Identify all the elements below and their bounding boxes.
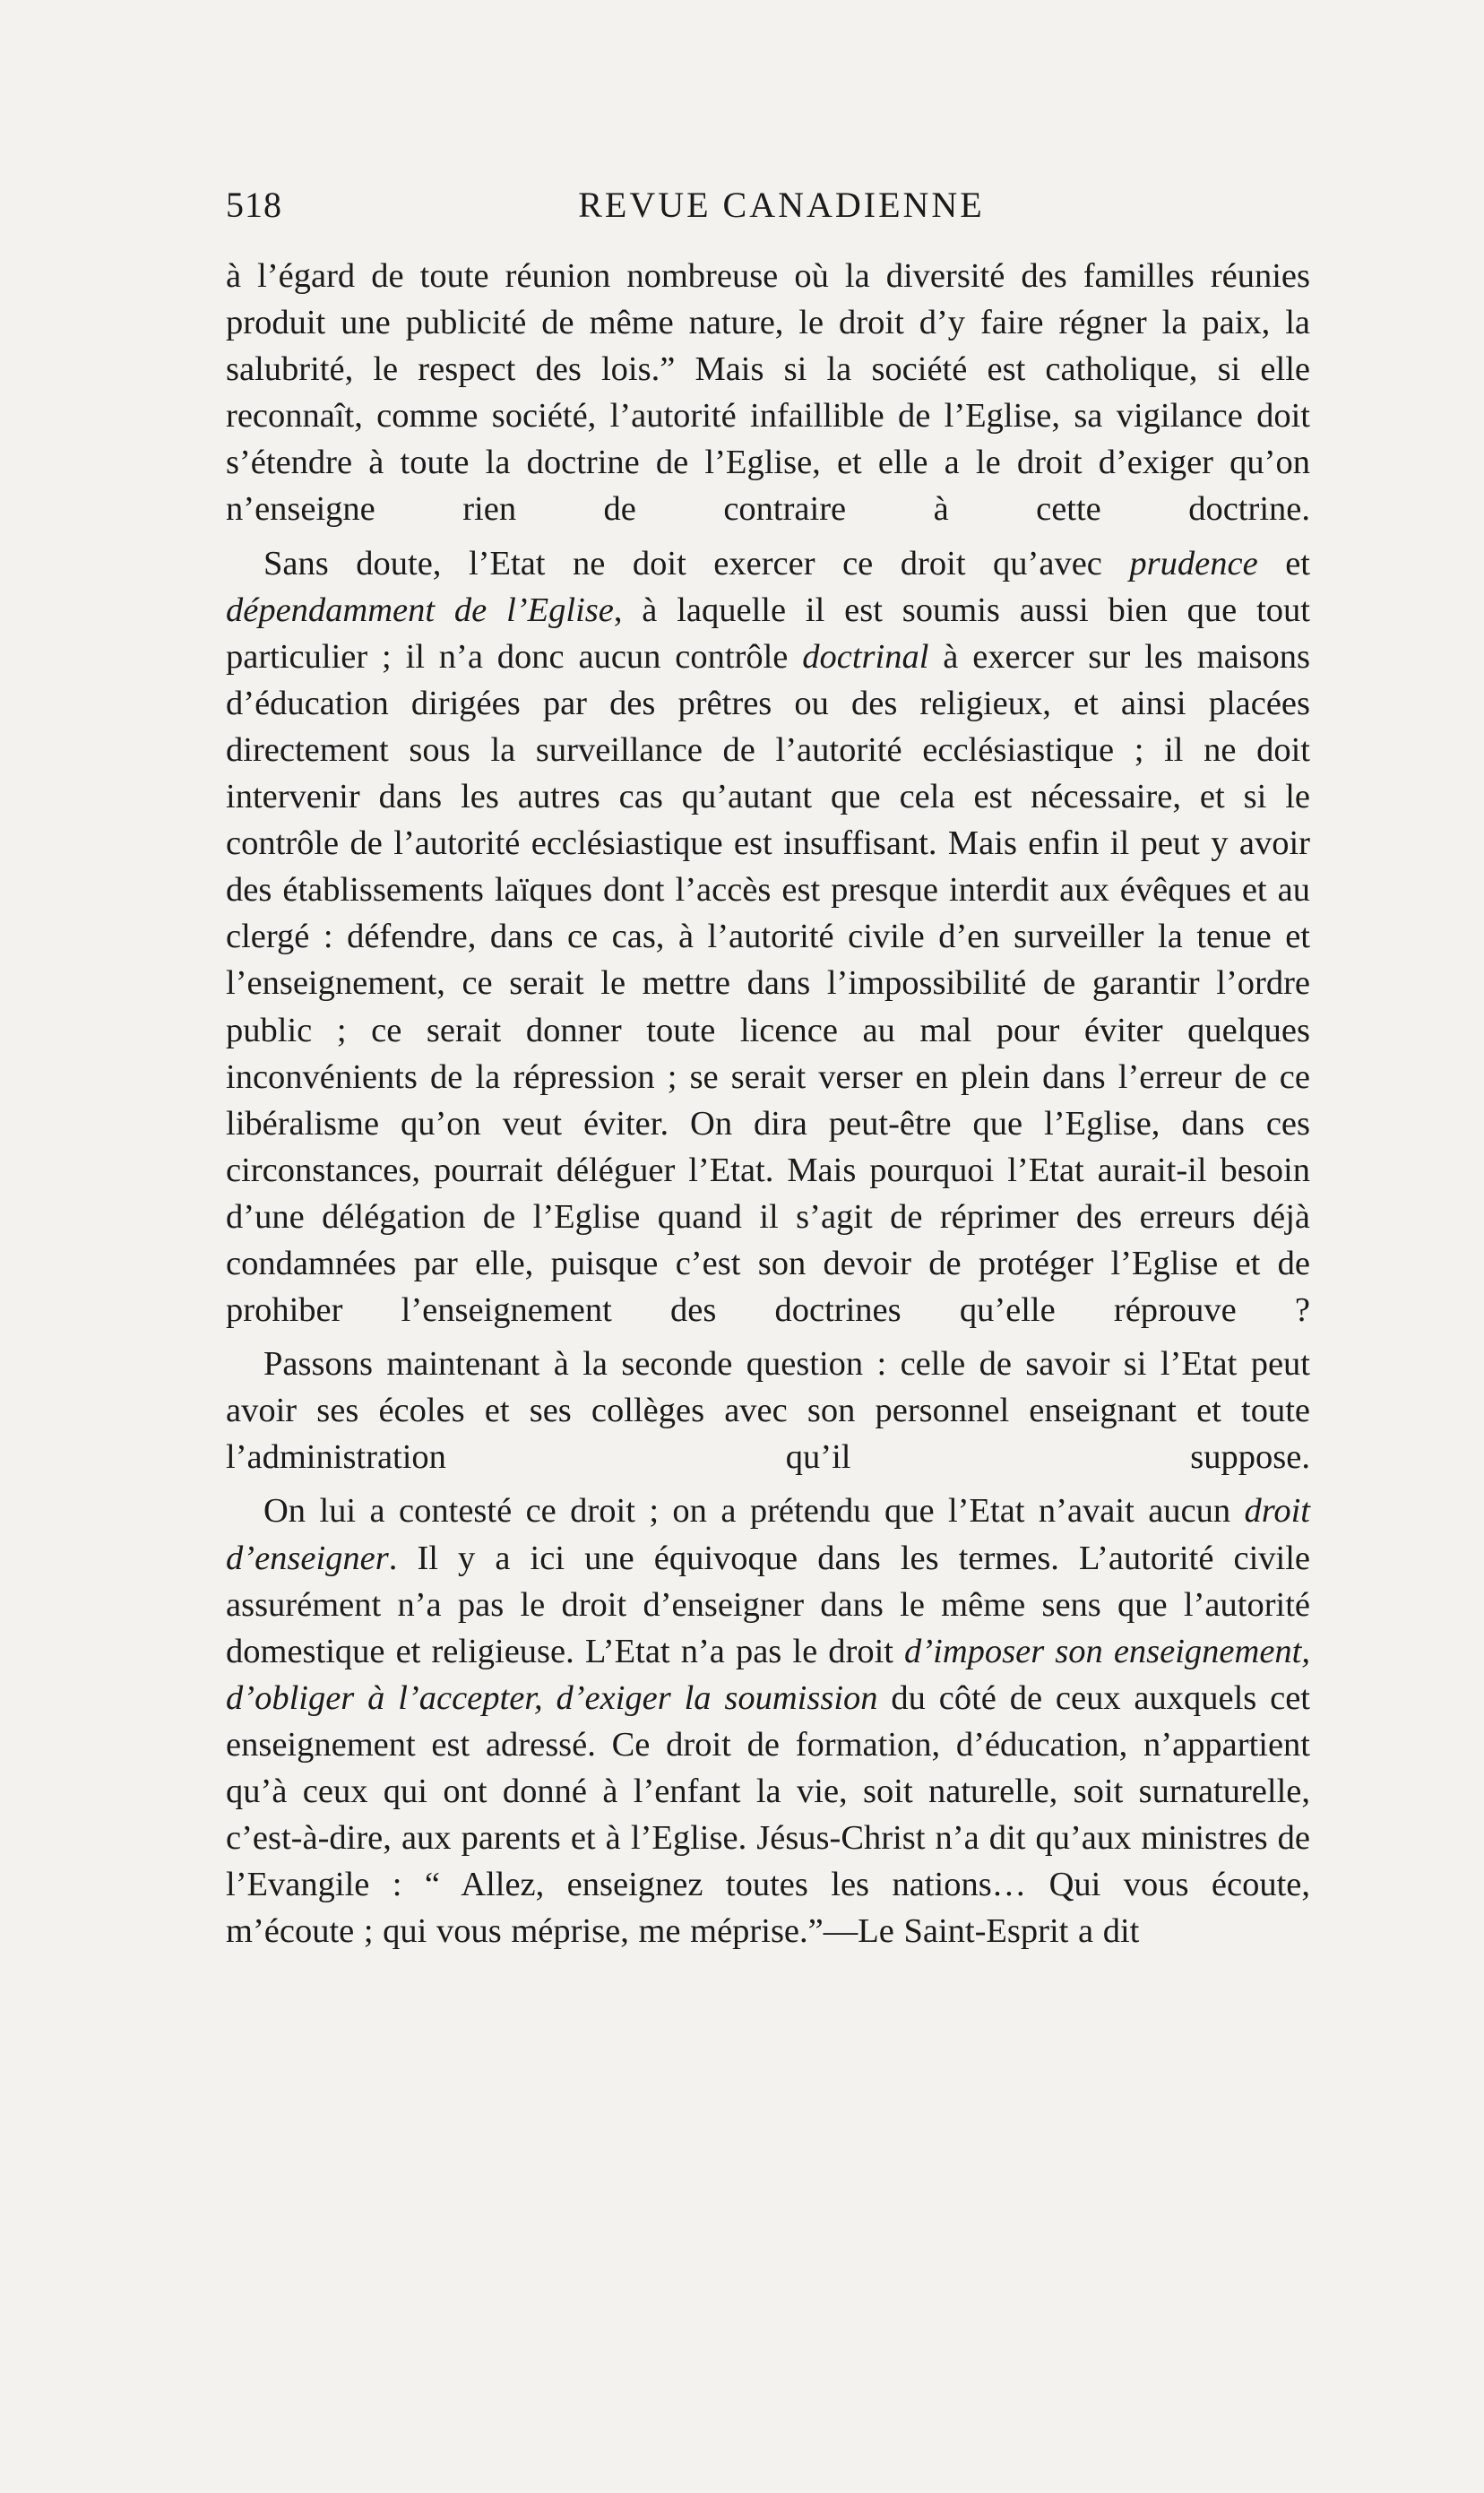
italic-segment: prudence: [1129, 544, 1258, 582]
paragraph-1: [226, 253, 1310, 533]
text-segment: On lui a contesté ce droit ; on a prétendu que l’Etat n’avait aucun: [263, 1492, 1245, 1531]
text-segment: Sans doute, l’Etat ne doit exercer ce droit qu’avec: [263, 544, 1130, 582]
text-segment: à exercer sur les maisons d’éducation dirigées par des prêtres ou des religieux, et ainsi placées directement sous la surveillance de l’autorité ecclésiastique ; il ne doit intervenir dans les autres cas qu’autant que cela est nécessaire, et si le contrôle de l’autorité ecclésiastique est insuffisant. Mais enfin il peut y avoir des établissements laïques dont l’accès est presque interdit aux évêques et au clergé : défendre, dans ce cas, à l’autorité civile d’en surveiller la tenue et l’enseignement, ce serait le mettre dans l’impossibilité de garantir l’ordre public ; ce serait donner toute licence au mal pour éviter quelques inconvénients de la répression ; se serait verser en plein dans l’erreur de ce libéralisme qu’on veut éviter. On dira peut-être que l’Eglise, dans ces circonstances, pourrait déléguer l’Etat. Mais pourquoi l’Etat aurait-il besoin d’une délégation de l’Eglise quand il s’agit de réprimer des erreurs déjà condamnées par elle, puisque c’est son devoir de protéger l’Eglise et de prohiber l’enseignement des doctrines qu’elle réprouve ?: [226, 637, 1310, 1330]
paragraph-4: [226, 1488, 1310, 1954]
paragraph-3: [226, 1341, 1310, 1480]
italic-segment: dépendamment de l’Eglise: [226, 591, 614, 629]
paragraph-2: [226, 540, 1310, 1334]
running-title: REVUE CANADIENNE: [578, 185, 985, 225]
text-segment: et: [1257, 544, 1310, 582]
page-number: 518: [226, 185, 282, 225]
text-segment: Passons maintenant à la seconde question : celle de savoir si l’Etat peut avoir ses écoles et ses collèges avec son personnel enseignant et toute l’administration qu’il suppose.: [226, 1345, 1310, 1477]
text-segment: , à laquelle il est soumis aussi bien que tout particulier ; il n’a donc aucun contrôle: [226, 591, 1311, 676]
italic-segment: d’imposer son enseignement, d’obliger à l’accepter, d’exiger la soumission: [226, 1632, 1310, 1717]
italic-segment: doctrinal: [802, 637, 929, 676]
text-segment: . Il y a ici une équivoque dans les termes. L’autorité civile assurément n’a pas le droit d’enseigner dans le même sens que l’autorité domestique et religieuse. L’Etat n’a pas le droit: [226, 1539, 1310, 1670]
italic-segment: droit d’enseigner: [226, 1492, 1310, 1577]
page-header: [226, 184, 1310, 237]
body-text: [226, 253, 1310, 1954]
text-segment: du côté de ceux auxquels cet enseignement est adressé. Ce droit de formation, d’éducation, n’appartient qu’à ceux qui ont donné à l’enfant la vie, soit naturelle, soit surnaturelle, c’est-à-dire, aux parents et à l’Eglise. Jésus-Christ n’a dit qu’aux ministres de l’Evangile : “ Allez, enseignez toutes les nations… Qui vous écoute, m’écoute ; qui vous méprise, me méprise.”—Le Saint-Esprit a dit: [226, 1678, 1311, 1951]
text-segment: à l’égard de toute réunion nombreuse où la diversité des familles réunies produit une publicité de même nature, le droit d’y faire régner la paix, la salubrité, le respect des lois.” Mais si la société est catholique, si elle reconnaît, comme société, l’autorité infaillible de l’Eglise, sa vigilance doit s’étendre à toute la doctrine de l’Eglise, et elle a le droit d’exiger qu’on n’enseigne rien de contraire à cette doctrine.: [226, 257, 1310, 529]
